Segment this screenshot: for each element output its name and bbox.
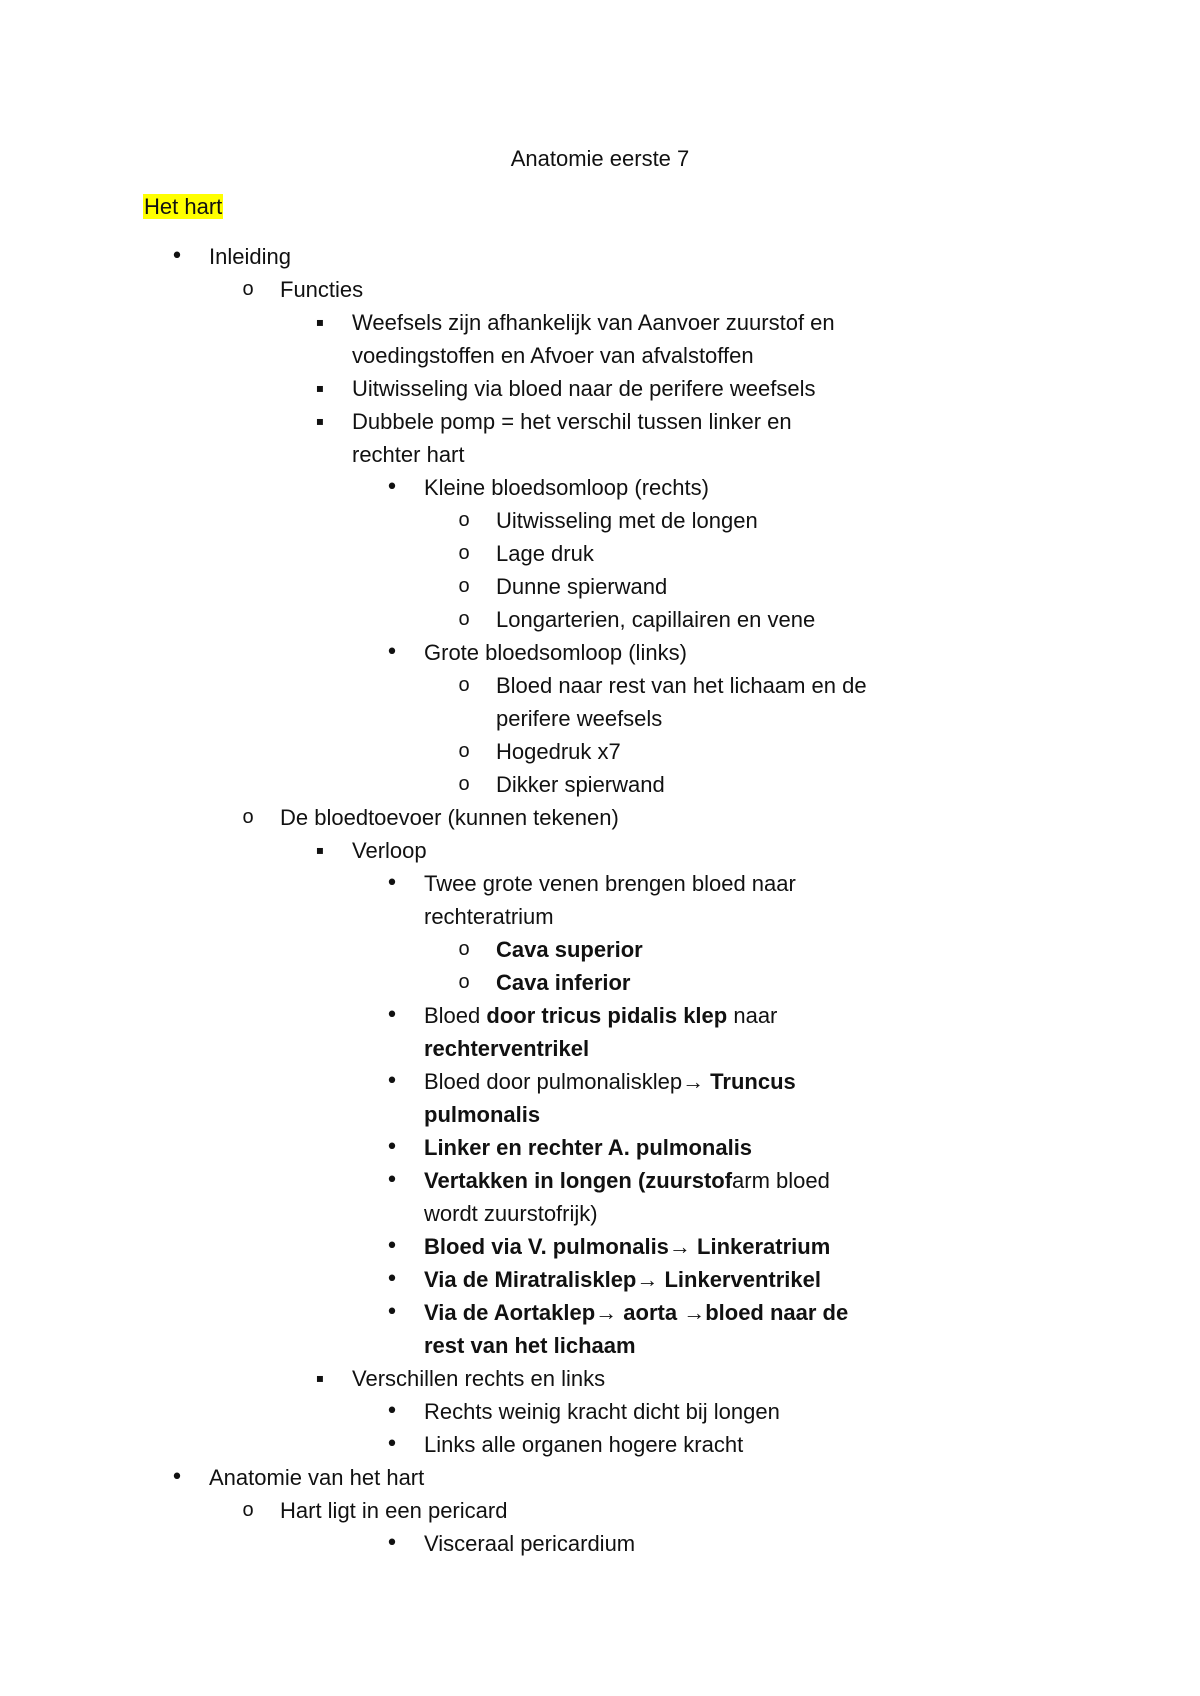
bold-text-run: pulmonalis: [424, 1102, 541, 1127]
bold-text-run: Cava superior: [496, 937, 643, 962]
outline-item: [0, 1230, 1200, 1263]
bullet-marker-icon: •: [385, 475, 399, 500]
outline-item-text: [424, 1164, 830, 1197]
text-run: Dunne spierwand: [496, 574, 668, 599]
outline-item-text: [424, 999, 777, 1032]
bullet-marker-icon: •: [385, 1300, 399, 1325]
outline-item-text: [280, 1494, 507, 1527]
circle-marker-icon: o: [458, 509, 470, 531]
outline-item-text: [352, 306, 835, 339]
outline-item: [0, 1395, 1200, 1428]
bold-text-run: rechterventrikel: [424, 1036, 590, 1061]
text-run: Uitwisseling via bloed naar de perifere weefsels: [352, 376, 816, 401]
bold-text-run: rest van het lichaam: [424, 1333, 636, 1358]
outline-item-text: [424, 900, 554, 933]
outline-item-text: [496, 702, 662, 735]
text-run: wordt zuurstofrijk): [424, 1201, 598, 1226]
text-run: Verloop: [352, 838, 427, 863]
outline-item: [0, 1362, 1200, 1395]
outline-item-text: [424, 1263, 821, 1296]
bold-text-run: Bloed via V. pulmonalis→ Linkeratrium: [424, 1234, 831, 1259]
outline-item: [0, 933, 1200, 966]
circle-marker-icon: o: [458, 938, 470, 960]
outline-item-text: [496, 933, 643, 966]
outline-item-text: [424, 1395, 780, 1428]
text-run: Bloed naar rest van het lichaam en de: [496, 673, 867, 698]
outline-item-text: [496, 603, 815, 636]
bullet-marker-icon: •: [385, 871, 399, 896]
circle-marker-icon: o: [458, 773, 470, 795]
square-marker-icon: ▪: [315, 843, 325, 857]
circle-marker-icon: o: [458, 542, 470, 564]
outline-item: [0, 570, 1200, 603]
text-run: rechter hart: [352, 442, 465, 467]
text-run: Verschillen rechts en links: [352, 1366, 606, 1391]
outline-item: [0, 900, 1200, 933]
text-run: Lage druk: [496, 541, 594, 566]
bullet-marker-icon: •: [385, 1531, 399, 1556]
outline-item-text: [352, 834, 427, 867]
bullet-marker-icon: •: [385, 1168, 399, 1193]
outline-item: [0, 240, 1200, 273]
text-run: Functies: [280, 277, 364, 302]
text-run: rechteratrium: [424, 904, 554, 929]
circle-marker-icon: o: [458, 740, 470, 762]
outline-item: [0, 1461, 1200, 1494]
outline-item-text: [352, 372, 815, 405]
outline-item: [0, 1296, 1200, 1329]
outline-item-text: [496, 504, 758, 537]
text-run: Rechts weinig kracht dicht bij longen: [424, 1399, 780, 1424]
outline-item: [0, 603, 1200, 636]
text-run: Kleine bloedsomloop (rechts): [424, 475, 709, 500]
outline-item: [0, 438, 1200, 471]
text-run: Grote bloedsomloop (links): [424, 640, 687, 665]
bold-text-run: Linker en rechter A. pulmonalis: [424, 1135, 753, 1160]
bullet-marker-icon: •: [385, 1234, 399, 1259]
text-run: Bloed: [424, 1003, 487, 1028]
square-marker-icon: ▪: [315, 381, 325, 395]
text-run: perifere weefsels: [496, 706, 663, 731]
bold-text-run: Via de Miratralisklep→ Linkerventrikel: [424, 1267, 821, 1292]
outline-item: [0, 1428, 1200, 1461]
outline-item-text: [209, 240, 291, 273]
outline-item-text: [496, 768, 665, 801]
outline-item: [0, 669, 1200, 702]
outline-item: [0, 801, 1200, 834]
outline-item: [0, 339, 1200, 372]
outline-item-text: [496, 537, 594, 570]
text-run: Inleiding: [209, 244, 291, 269]
outline-item-text: [424, 636, 687, 669]
outline-item-text: [424, 1032, 589, 1065]
bullet-marker-icon: •: [385, 1003, 399, 1028]
square-marker-icon: ▪: [315, 1371, 325, 1385]
outline-item: [0, 966, 1200, 999]
text-run: Hart ligt in een pericard: [280, 1498, 508, 1523]
outline-item-text: [424, 1428, 743, 1461]
outline-item-text: [424, 1098, 540, 1131]
text-run: naar: [727, 1003, 778, 1028]
bold-text-run: → Truncus: [682, 1069, 796, 1094]
text-run: Bloed door pulmonalisklep: [424, 1069, 683, 1094]
outline-item-text: [280, 273, 363, 306]
outline-item: [0, 636, 1200, 669]
outline-item-text: [496, 669, 867, 702]
text-run: Longarterien, capillairen en vene: [496, 607, 816, 632]
outline-item: [0, 1494, 1200, 1527]
text-run: Twee grote venen brengen bloed naar: [424, 871, 796, 896]
bullet-marker-icon: •: [385, 640, 399, 665]
section-heading-highlight: Het hart: [144, 194, 223, 219]
bold-text-run: Cava inferior: [496, 970, 631, 995]
bullet-marker-icon: •: [385, 1069, 399, 1094]
outline-item: [0, 1098, 1200, 1131]
outline-item: [0, 372, 1200, 405]
bullet-marker-icon: •: [170, 1465, 184, 1490]
outline-item: [0, 405, 1200, 438]
text-run: Dubbele pomp = het verschil tussen linker en: [352, 409, 792, 434]
text-run: Links alle organen hogere kracht: [424, 1432, 744, 1457]
outline-item: [0, 999, 1200, 1032]
outline-item: [0, 1164, 1200, 1197]
square-marker-icon: ▪: [315, 414, 325, 428]
bold-text-run: Via de Aortaklep→ aorta →bloed naar de: [424, 1300, 849, 1325]
circle-marker-icon: o: [458, 674, 470, 696]
outline-item: [0, 735, 1200, 768]
document-title: Anatomie eerste 7: [510, 146, 690, 171]
outline-item-text: [209, 1461, 424, 1494]
bullet-marker-icon: •: [385, 1432, 399, 1457]
outline-item: [0, 306, 1200, 339]
outline-item: [0, 702, 1200, 735]
bold-text-run: door tricus pidalis klep: [486, 1003, 728, 1028]
outline-item-text: [496, 735, 621, 768]
circle-marker-icon: o: [242, 278, 254, 300]
outline-item-text: [496, 570, 667, 603]
bold-text-run: Vertakken in longen (zuurstof: [424, 1168, 733, 1193]
text-run: arm bloed: [732, 1168, 830, 1193]
outline-item-text: [424, 1065, 796, 1098]
outline-item: [0, 834, 1200, 867]
outline-item-text: [496, 966, 631, 999]
outline-item: [0, 537, 1200, 570]
circle-marker-icon: o: [458, 608, 470, 630]
square-marker-icon: ▪: [315, 315, 325, 329]
text-run: Anatomie van het hart: [209, 1465, 425, 1490]
outline-item-text: [424, 867, 796, 900]
text-run: Weefsels zijn afhankelijk van Aanvoer zuurstof en: [352, 310, 835, 335]
outline-item-text: [280, 801, 619, 834]
bullet-marker-icon: •: [385, 1399, 399, 1424]
section-heading: [143, 190, 223, 223]
outline-item-text: [352, 339, 754, 372]
circle-marker-icon: o: [242, 1499, 254, 1521]
outline-item-text: [424, 1131, 752, 1164]
outline-item-text: [352, 1362, 605, 1395]
outline-item-text: [424, 1527, 635, 1560]
text-run: Dikker spierwand: [496, 772, 665, 797]
circle-marker-icon: o: [242, 806, 254, 828]
outline-item-text: [352, 438, 465, 471]
outline-item-text: [424, 1197, 598, 1230]
bullet-marker-icon: •: [385, 1267, 399, 1292]
text-run: Uitwisseling met de longen: [496, 508, 758, 533]
outline-item: [0, 471, 1200, 504]
outline-item: [0, 1032, 1200, 1065]
outline-item: [0, 1329, 1200, 1362]
outline-item: [0, 768, 1200, 801]
outline-item: [0, 1263, 1200, 1296]
bullet-marker-icon: •: [170, 244, 184, 269]
outline-item-text: [424, 1230, 830, 1263]
text-run: Hogedruk x7: [496, 739, 621, 764]
outline-item: [0, 867, 1200, 900]
outline-item: [0, 1197, 1200, 1230]
outline-item-text: [424, 1296, 848, 1329]
text-run: De bloedtoevoer (kunnen tekenen): [280, 805, 619, 830]
outline-item: [0, 273, 1200, 306]
outline-item: [0, 1527, 1200, 1560]
outline-item: [0, 1131, 1200, 1164]
circle-marker-icon: o: [458, 971, 470, 993]
outline-item: [0, 1065, 1200, 1098]
outline-item-text: [352, 405, 792, 438]
outline-item-text: [424, 471, 709, 504]
text-run: voedingstoffen en Afvoer van afvalstoffen: [352, 343, 754, 368]
outline-item-text: [424, 1329, 636, 1362]
outline-item: [0, 504, 1200, 537]
text-run: Visceraal pericardium: [424, 1531, 636, 1556]
circle-marker-icon: o: [458, 575, 470, 597]
bullet-marker-icon: •: [385, 1135, 399, 1160]
